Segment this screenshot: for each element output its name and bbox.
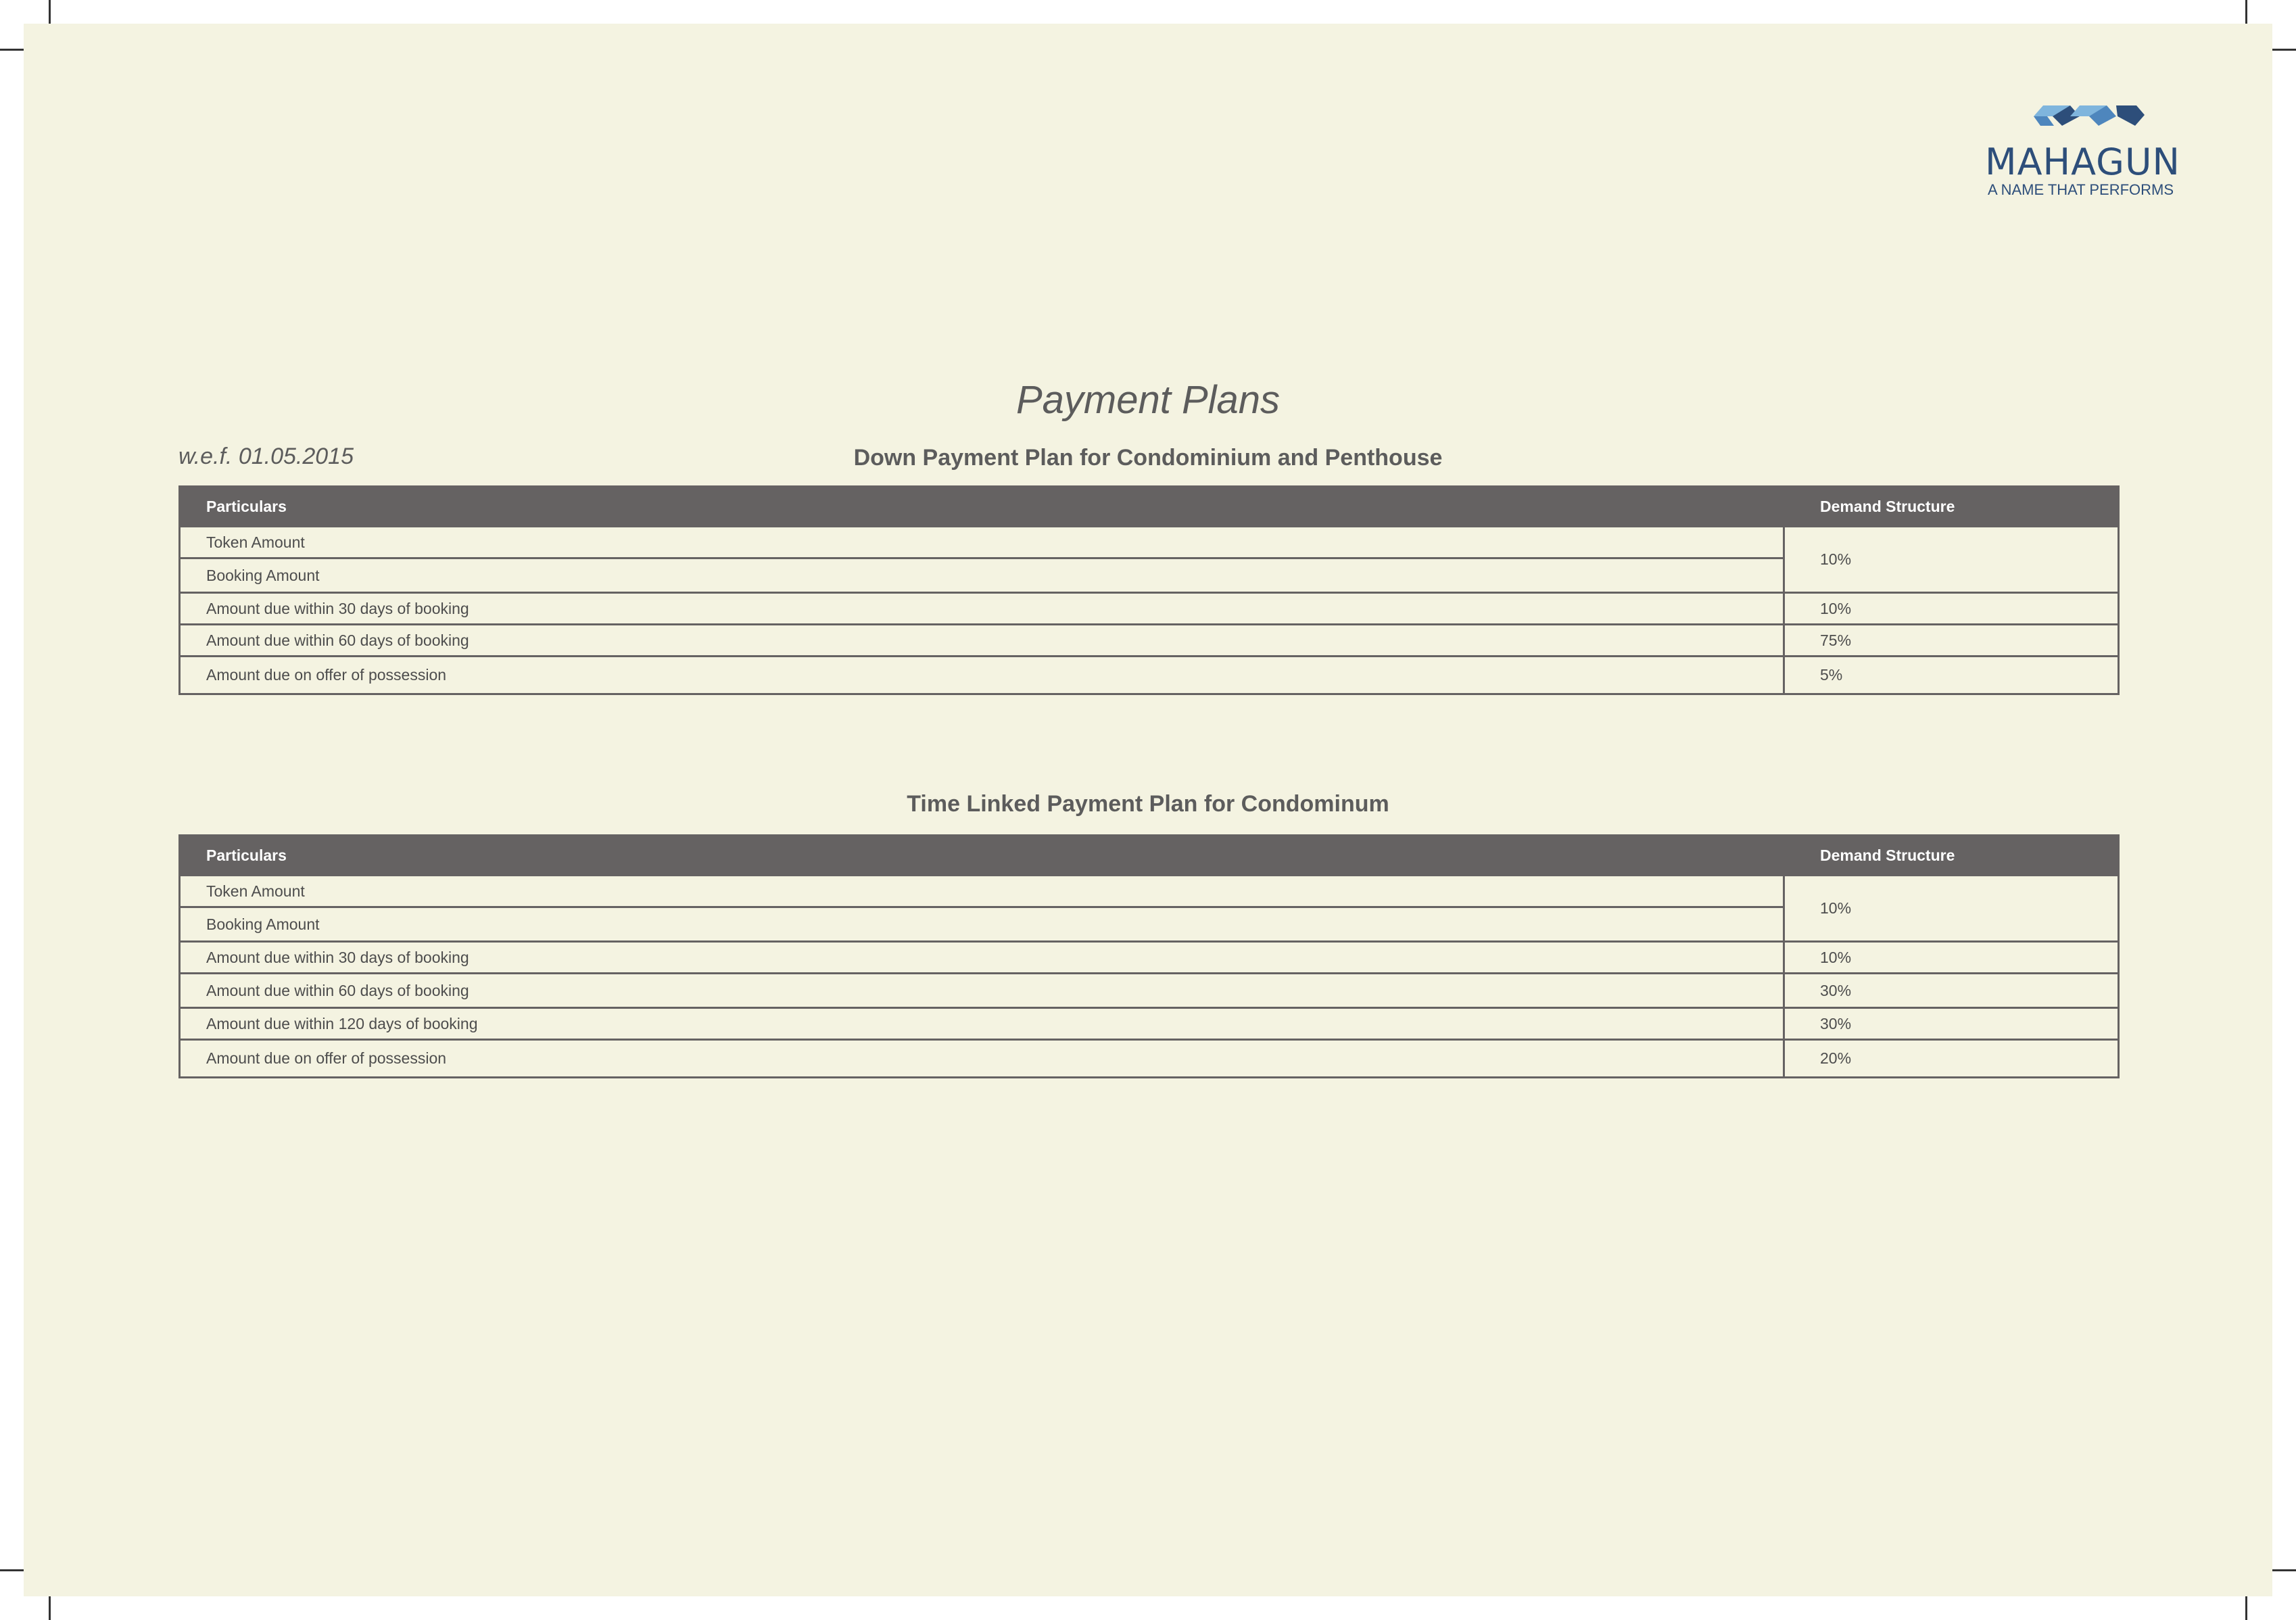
table-row (180, 593, 2119, 625)
particular-cell: Amount due within 120 days of booking (180, 1008, 1784, 1040)
brand-logo (1978, 100, 2181, 201)
header-particulars: Particulars (180, 836, 1784, 876)
particular-cell: Token Amount (180, 527, 1784, 558)
header-particulars: Particulars (180, 487, 1784, 527)
brand-name: MAHAGUN (1985, 141, 2180, 183)
particular-cell: Amount due within 60 days of booking (180, 974, 1784, 1008)
header-demand-structure: Demand Structure (1784, 836, 2119, 876)
time-linked-table (178, 834, 2120, 1078)
table-row (180, 625, 2119, 657)
demand-cell: 5% (1784, 657, 2119, 694)
brand-tagline: A NAME THAT PERFORMS (1988, 181, 2174, 198)
particular-cell: Amount due within 30 days of booking (180, 593, 1784, 625)
crop-mark (2245, 0, 2247, 24)
crop-mark (0, 1569, 24, 1571)
crop-mark (2245, 1596, 2247, 1620)
table-row (180, 1040, 2119, 1078)
particular-cell: Token Amount (180, 876, 1784, 907)
table-row (180, 942, 2119, 974)
time-linked-title: Time Linked Payment Plan for Condominum (907, 791, 1389, 817)
demand-cell: 75% (1784, 625, 2119, 657)
table-header-row (180, 487, 2119, 527)
demand-cell: 10% (1784, 942, 2119, 974)
demand-cell: 10% (1784, 876, 2119, 942)
table-row (180, 974, 2119, 1008)
particular-cell: Booking Amount (180, 558, 1784, 593)
particular-cell: Amount due within 30 days of booking (180, 942, 1784, 974)
demand-cell: 20% (1784, 1040, 2119, 1078)
table-row (180, 527, 2119, 558)
down-payment-table (178, 485, 2120, 695)
crop-mark (2272, 49, 2296, 51)
crop-mark (49, 1596, 51, 1620)
demand-cell: 10% (1784, 527, 2119, 593)
crop-mark (0, 49, 24, 51)
down-payment-title: Down Payment Plan for Condominium and Penthouse (853, 445, 1443, 471)
particular-cell: Amount due on offer of possession (180, 657, 1784, 694)
table-row (180, 657, 2119, 694)
page-title: Payment Plans (1015, 378, 1281, 422)
crop-mark (2272, 1569, 2296, 1571)
table-row (180, 876, 2119, 907)
particular-cell: Amount due on offer of possession (180, 1040, 1784, 1078)
demand-cell: 10% (1784, 593, 2119, 625)
header-demand-structure: Demand Structure (1784, 487, 2119, 527)
logo-mark-icon (1978, 100, 2181, 134)
table-header-row (180, 836, 2119, 876)
particular-cell: Amount due within 60 days of booking (180, 625, 1784, 657)
table-row (180, 1008, 2119, 1040)
demand-cell: 30% (1784, 974, 2119, 1008)
demand-cell: 30% (1784, 1008, 2119, 1040)
particular-cell: Booking Amount (180, 907, 1784, 942)
crop-mark (49, 0, 51, 24)
effective-date: w.e.f. 01.05.2015 (178, 444, 354, 469)
